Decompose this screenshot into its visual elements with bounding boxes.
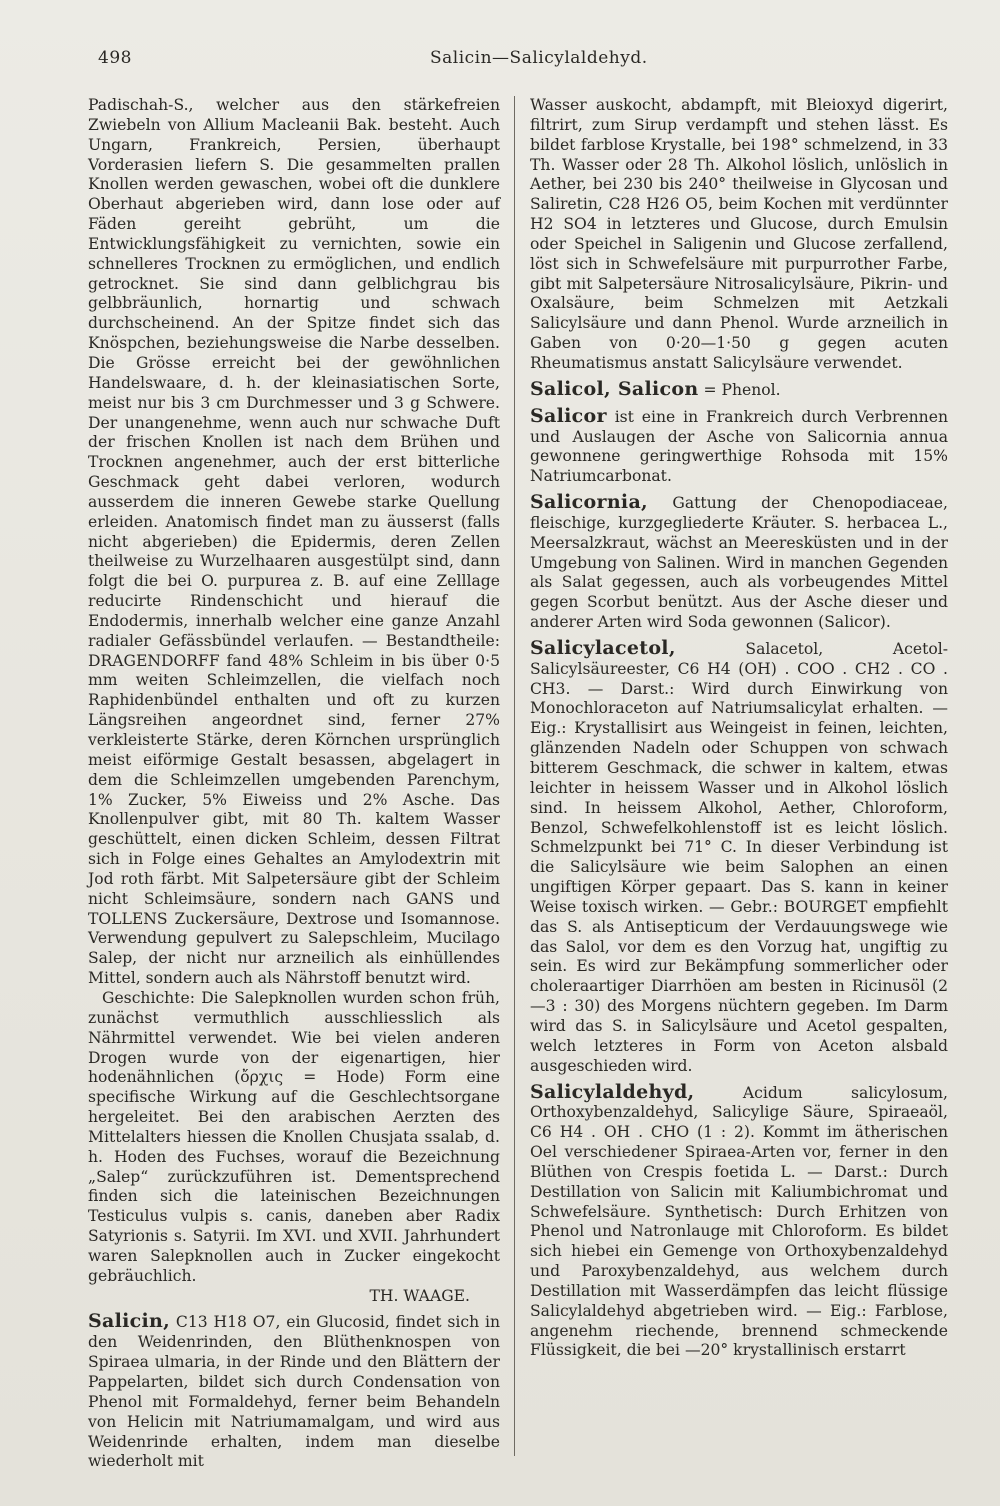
entry-headword: Salicylaldehyd,	[530, 1080, 695, 1103]
entry-headword: Salicornia,	[530, 491, 648, 514]
entry-salicor	[530, 404, 948, 487]
entry-salicornia	[530, 493, 948, 633]
page-number: 498	[98, 48, 132, 68]
entry-text: ist eine in Frankreich durch Verbrennen und Auslaugen der Asche von Salicornia annua gewonnene geringwerthige Rohsoda mit 15% Natriumcarbonat.	[530, 407, 948, 486]
column-divider	[514, 96, 515, 1456]
left-column	[88, 96, 500, 1472]
entry-text: = Phenol.	[703, 380, 781, 399]
entry-headword: Salicin,	[88, 1310, 171, 1333]
entry-headword: Salicylacetol,	[530, 636, 676, 659]
entry-text: Acidum salicylosum, Orthoxybenzaldehyd, Salicylige Säure, Spiraeaöl, C6 H4 . OH . CHO (1 : 2). Kommt im ätherischen Oel verschiedener Spiraea-Arten vor, ferner in den Blüthen von Crespis foetida L. — Darst.: Durch Destillation von Salicin mit Kaliumbichromat und Schwefelsäure. Synthetisch: Durch Erhitzen von Phenol und Natronlauge mit Chloroform. Es bildet sich hiebei ein Gemenge von Orthoxybenzaldehyd und Paroxybenzaldehyd, aus welchem durch Destillation mit Wasserdämpfen das leicht flüssige Salicylaldehyd abgetrieben wird. — Eig.: Farblose, angenehm riechende, brennend schmeckende Flüssigkeit, die bei —20° krystallinisch erstarrt	[530, 1083, 948, 1360]
entry-salicin	[88, 1312, 500, 1472]
entry-salicylacetol	[530, 636, 948, 1077]
salicin-continuation-paragraph: Wasser auskocht, abdampft, mit Bleioxyd digerirt, filtrirt, zum Sirup verdampft und stehen lässt. Es bildet farblose Krystalle, bei 198° schmelzend, in 33 Th. Wasser oder 28 Th. Alkohol löslich, unlöslich in Aether, bei 230 bis 240° theilweise in Glycosan und Saliretin, C28 H26 O5, beim Kochen mit verdünnter H2 SO4 in letzteres und Glucose, durch Emulsin oder Speichel in Saligenin und Glucose zerfallend, löst sich in Schwefelsäure mit purpurrother Farbe, gibt mit Salpetersäure Nitrosalicylsäure, Pikrin- und Oxalsäure, beim Schmelzen mit Aetzkali Salicylsäure und dann Phenol. Wurde arzneilich in Gaben von 0·20—1·50 g gegen acuten Rheumatismus anstatt Salicylsäure verwendet.	[530, 96, 948, 372]
entry-text: Salacetol, Acetol-Salicylsäureester, C6 H4 (OH) . COO . CH2 . CO . CH3. — Darst.: Wird durch Einwirkung von Monochloraceton auf Natriumsalicylat erhalten. — Eig.: Krystallisirt aus Weingeist in feinen, leichten, glänzenden Nadeln oder Schuppen von schwach bitterem Geschmack, die schwer in kaltem, etwas leichter in heissem Wasser und in Alkohol löslich sind. In heissem Alkohol, Aether, Chloroform, Benzol, Schwefelkohlenstoff ist es leicht löslich. Schmelzpunkt bei 71° C. In dieser Verbindung ist die Salicylsäure wie beim Salophen an einen ungiftigen Körper gepaart. Das S. kann in keiner Weise toxisch wirken. — Gebr.: BOURGET empfiehlt das S. als Antisepticum der Verdauungswege wie das Salol, vor dem es den Vorzug hat, ungiftig zu sein. Es wird zur Bekämpfung sommerlicher oder choleraartiger Diarrhöen am besten in Ricinusöl (2—3 : 30) des Morgens nüchtern gegeben. Im Darm wird das S. in Salicylsäure und Acetol gespalten, welch letzteres in Form von Aceton alsbald ausgeschieden wird.	[530, 639, 948, 1075]
salep-description-paragraph: Padischah-S., welcher aus den stärkefreien Zwiebeln von Allium Macleanii Bak. besteht. Auch Ungarn, Frankreich, Persien, überhaupt Vorderasien liefern S. Die gesammelten prallen Knollen werden gewaschen, wobei oft die dunklere Oberhaut abgerieben wird, dann lose oder auf Fäden gereiht gebrüht, um die Entwicklungsfähigkeit zu vernichten, sowie ein schnelleres Trocknen zu ermöglichen, und endlich getrocknet. Sie sind dann gelblichgrau bis gelbbräunlich, hornartig und schwach durchscheinend. An der Spitze findet sich das Knöspchen, beziehungsweise die Narbe desselben. Die Grösse erreicht bei der gewöhnlichen Handelswaare, d. h. der kleinasiatischen Sorte, meist nur bis 3 cm Durchmesser und 3 g Schwere. Der unangenehme, wenn auch nur schwache Duft der frischen Knollen ist nach dem Brühen und Trocknen angenehmer, auch der erst bitterliche Geschmack geht dabei verloren, wodurch ausserdem die inneren Gewebe starke Quellung erleiden. Anatomisch findet man zu äusserst (falls nicht abgerieben) die Epidermis, deren Zellen theilweise zu Wurzelhaaren ausgestülpt sind, dann folgt die bei O. purpurea z. B. auf eine Zelllage reducirte Rindenschicht und hierauf die Endodermis, innerhalb welcher eine ganze Anzahl radialer Gefässbündel verlaufen. — Bestandtheile: DRAGENDORFF fand 48% Schleim in bis über 0·5 mm weiten Schleimzellen, die vielfach noch Raphidenbündel enthalten und oft zu kurzen Längsreihen angeordnet sind, ferner 27% verkleisterte Stärke, deren Körnchen ursprünglich meist eiförmige Gestalt besassen, abgelagert in dem die Schleimzellen umgebenden Parenchym, 1% Zucker, 5% Eiweiss und 2% Asche. Das Knollenpulver gibt, mit 80 Th. kaltem Wasser geschüttelt, einen dicken Schleim, dessen Filtrat sich in Folge eines Gehaltes an Amylodextrin mit Jod roth färbt. Mit Salpetersäure gibt der Schleim nicht Schleimsäure, sondern nach GANS und TOLLENS Zuckersäure, Dextrose und Isomannose. Verwendung gepulvert zu Salepschleim, Mucilago Salep, der nicht nur arzneilich als einhüllendes Mittel, sondern auch als Nährstoff benutzt wird.	[88, 96, 500, 988]
author-signature: TH. WAAGE.	[369, 1286, 470, 1305]
entry-text: Gattung der Chenopodiaceae, fleischige, kurzgegliederte Kräuter. S. herbacea L., Meersalzkraut, wächst an Meeresküsten und in der Umgebung von Salinen. Wird in manchen Gegenden als Salat gegessen, auch als vorbeugendes Mittel gegen Scorbut benützt. Aus der Asche dieser und anderer Arten wird Soda gewonnen (Salicor).	[530, 494, 948, 632]
entry-salicylaldehyd	[530, 1080, 948, 1362]
running-head: Salicin—Salicylaldehyd.	[430, 48, 648, 68]
entry-text: C13 H18 O7, ein Glucosid, findet sich in den Weidenrinden, den Blüthenknospen von Spiraea ulmaria, in der Rinde und den Blättern der Pappelarten, bildet sich durch Condensation von Phenol mit Formaldehyd, ferner beim Behandeln von Helicin mit Natriumamalgam, und wird aus Weidenrinde erhalten, indem man dieselbe wiederholt mit	[88, 1313, 500, 1471]
page-header	[98, 48, 938, 74]
entry-headword: Salicor	[530, 404, 607, 427]
salep-history-paragraph: Geschichte: Die Salepknollen wurden schon früh, zunächst vermuthlich ausschliesslich als Nährmittel verwendet. Wie bei vielen anderen Drogen wurde von der eigenartigen, hier hodenähnlichen (ὄρχις = Hode) Form eine specifische Wirkung auf die Geschlechtsorgane hergeleitet. Bei den arabischen Aerzten des Mittelalters hiessen die Knollen Chusjata ssalab, d. h. Hoden des Fuchses, worauf die Bezeichnung „Salep“ zurückzuführen ist. Dementsprechend finden sich die lateinischen Bezeichnungen Testiculus vulpis s. canis, daneben aber Radix Satyrionis s. Satyrii. Im XVI. und XVII. Jahrhundert waren Salepknollen auch in Zucker eingekocht gebräuchlich.	[88, 988, 500, 1285]
entry-salicol	[530, 377, 948, 401]
right-column	[530, 96, 948, 1361]
entry-headword: Salicol, Salicon	[530, 377, 699, 400]
